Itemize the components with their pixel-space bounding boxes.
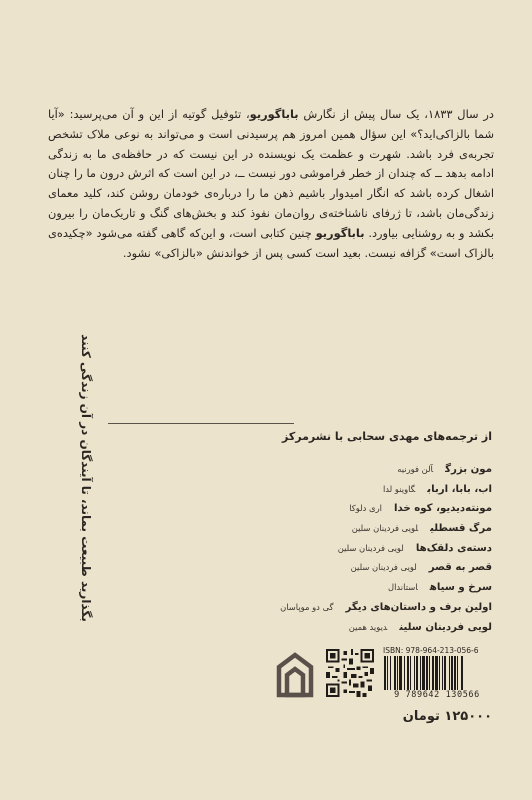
blurb-part-3: چنین کتابی است، و این‌که گاهی گفته می‌شود «چکیده‌ی بالزاک است» گزافه نیست. بعید است کسی پس از خواندنش «بالزاکی» نشود. [48, 225, 494, 260]
blurb-book-title-2: باباگوریو [315, 225, 365, 240]
book-author: گی دو موپاسان [280, 601, 334, 612]
list-item [252, 496, 492, 516]
list-item [252, 615, 492, 635]
list-item [252, 555, 492, 575]
list-item [252, 477, 492, 497]
book-author: گاوینو لدا [382, 483, 416, 494]
blurb-paragraph [48, 105, 494, 263]
blurb-part-2: ، تئوفیل گوتیه از این و آن می‌پرسید: «آیا شما بالزاکی‌اید؟» این سؤال همین امروز هم پرسیدنی است و می‌تواند به نوعی ملاک تشخص تجربه‌ی فرد باشد. شهرت و عظمت یک نویسنده در این نیست که در حافظه‌ی ما به زندگی ادامه بدهد ــ که چندان از خطر فراموشی دور نیست ــ، در این است که اثرش درون ما را چنان اشغال کرده باشد که انگار امیدوار باشیم ذهن ما را درباره‌ی خودمان روشن کند، کلید معمای زندگی‌مان باشد، تا ژرفای ناشناخته‌ی روان‌مان نفوذ کند و بخش‌های گنگ و تاریک‌مان را بیرون بکشد و به روشنایی بیاورد. [48, 107, 494, 240]
blurb-book-title-1: باباگوریو [249, 107, 299, 121]
divider-line [108, 423, 294, 424]
list-item [252, 457, 492, 477]
book-author: اری دلوکا [349, 503, 382, 514]
list-item [252, 536, 492, 556]
book-title: مرگ قسطلی [430, 523, 492, 535]
isbn: ISBN: 978-964-213-056-6 [383, 646, 479, 655]
translations-heading: از ترجمه‌های مهدی سحابی با نشرمرکز [282, 430, 492, 443]
book-author: لویی فردینان سلین [337, 542, 404, 553]
book-title: لویی فردینان سلین [399, 621, 492, 633]
translations-list [252, 457, 492, 634]
book-title: اولین برف و داستان‌های دیگر [345, 601, 492, 613]
book-title: قصر به قصر [428, 562, 492, 574]
list-item [252, 595, 492, 615]
book-author: لویی فردینان سلین [350, 562, 417, 573]
book-title: اب، بابا، ارباب [427, 483, 492, 495]
book-author: آلن فورنیه [397, 464, 434, 474]
book-author: استاندال [388, 582, 418, 593]
qr-code-icon [326, 649, 374, 697]
publisher-logo-icon [275, 649, 315, 701]
book-author: دیوید همین [348, 621, 388, 632]
book-title: دسته‌ی دلقک‌ها [415, 542, 492, 554]
book-author: لویی فردینان سلین [351, 523, 419, 534]
blurb-part-1: در سال ۱۸۳۳، یک سال پیش از نگارش [298, 107, 494, 121]
book-title: مونته‌دیدیو، کوه خدا [393, 503, 492, 515]
barcode-digits: 9 789642 130566 [394, 690, 480, 700]
blurb-text [48, 105, 494, 263]
list-item [252, 575, 492, 595]
list-item [252, 516, 492, 536]
book-title: مون بزرگ [445, 464, 492, 475]
barcode-icon [382, 656, 492, 690]
side-quote: بگذارید طبیعت بماند، تا آیندگان در آن زندگی کنند [79, 334, 93, 622]
price: ۱۲۵۰۰۰ تومان [402, 709, 492, 724]
book-title: سرخ و سیاه [429, 582, 492, 594]
